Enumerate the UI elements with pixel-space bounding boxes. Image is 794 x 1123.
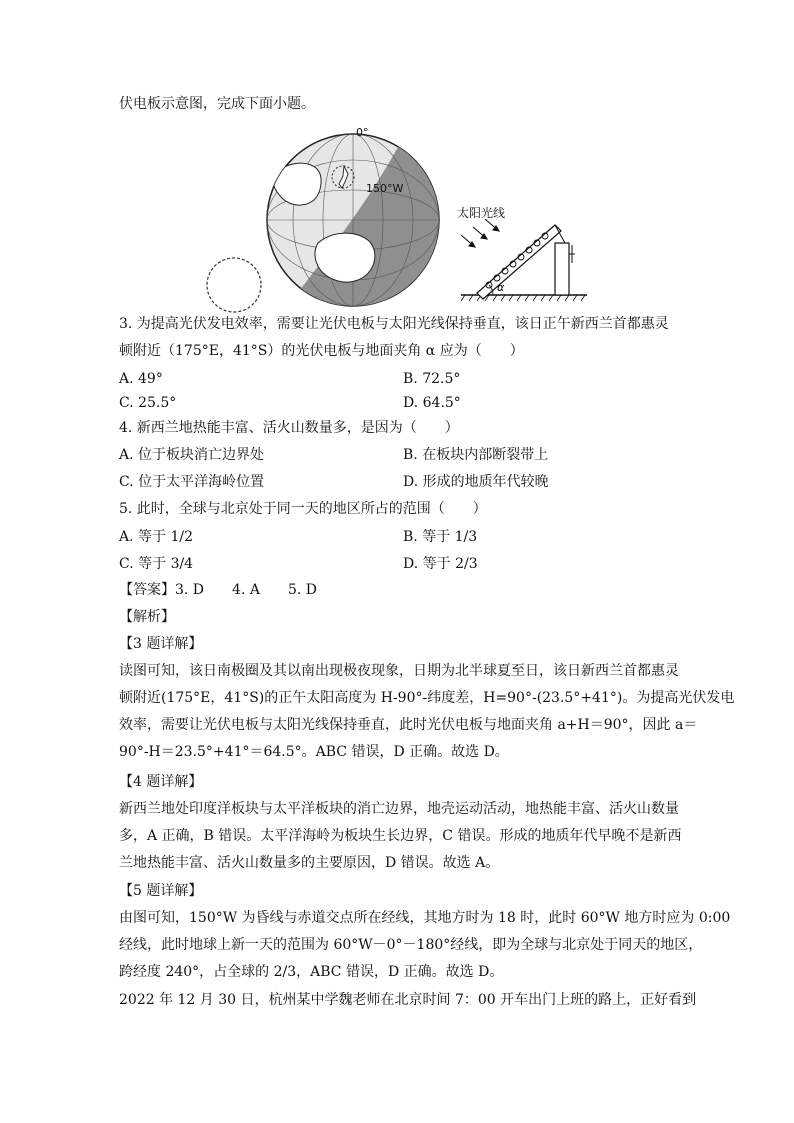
answer-line: 【答案】3. D 4. A 5. D bbox=[119, 582, 317, 598]
detail-3-line2: 顿附近(175°E，41°S)的正午太阳高度为 H-90°-纬度差，H=90°-(23.5°+41°)。为提高光伏发电 bbox=[119, 690, 735, 706]
q4-option-a: A. 位于板块消亡边界处 bbox=[119, 447, 265, 463]
detail-4-line2: 多，A 正确，B 错误。太平洋海岭为板块生长边界，C 错误。形成的地质年代早晚不是新西 bbox=[119, 828, 682, 844]
label-alpha: α bbox=[497, 281, 505, 294]
detail-4-heading: 【4 题详解】 bbox=[119, 774, 203, 790]
label-150w: 150°W bbox=[366, 182, 404, 195]
q4-option-d: D. 形成的地质年代较晚 bbox=[403, 474, 549, 490]
label-0-degree: 0° bbox=[356, 126, 369, 139]
label-sunlight: 太阳光线 bbox=[457, 206, 506, 220]
detail-3-line4: 90°-H＝23.5°+41°＝64.5°。ABC 错误，D 正确。故选 D。 bbox=[119, 744, 509, 760]
intro-text: 伏电板示意图，完成下面小题。 bbox=[119, 96, 315, 112]
q3-option-a: A. 49° bbox=[119, 371, 163, 387]
q3-stem-line2: 顿附近（175°E，41°S）的光伏电板与地面夹角 α 应为（ ） bbox=[119, 343, 524, 359]
detail-4-line3: 兰地热能丰富、活火山数量多的主要原因，D 错误。故选 A。 bbox=[119, 855, 500, 871]
globe-figure bbox=[198, 118, 443, 313]
q5-option-c: C. 等于 3/4 bbox=[119, 556, 194, 572]
next-question-intro: 2022 年 12 月 30 日，杭州某中学魏老师在北京时间 7：00 开车出门上班的路上，正好看到 bbox=[119, 992, 697, 1008]
detail-3-line1: 读图可知，该日南极圈及其以南出现极夜现象，日期为北半球夏至日，该日新西兰首都惠灵 bbox=[119, 663, 679, 679]
detail-5-line1: 由图可知，150°W 为昏线与赤道交点所在经线，其地方时为 18 时，此时 60°W 地方时应为 0:00 bbox=[119, 910, 731, 926]
q3-option-b: B. 72.5° bbox=[403, 371, 461, 387]
q3-stem-line1: 3. 为提高光伏发电效率，需要让光伏电板与太阳光线保持垂直，该日正午新西兰首都惠灵 bbox=[119, 316, 669, 332]
q4-stem: 4. 新西兰地热能丰富、活火山数量多，是因为（ ） bbox=[119, 420, 459, 436]
q5-option-d: D. 等于 2/3 bbox=[403, 556, 478, 572]
detail-5-line2: 经线，此时地球上新一天的范围为 60°W－0°－180°经线，即为全球与北京处于同天的地区， bbox=[119, 937, 703, 953]
dashed-circle-marker bbox=[207, 258, 261, 312]
detail-4-line1: 新西兰地处印度洋板块与太平洋板块的消亡边界，地壳运动活动，地热能丰富、活火山数量 bbox=[119, 801, 679, 817]
analysis-heading: 【解析】 bbox=[119, 609, 175, 625]
q3-option-d: D. 64.5° bbox=[403, 395, 461, 411]
panel-support-post bbox=[555, 243, 569, 295]
q3-option-c: C. 25.5° bbox=[119, 395, 177, 411]
detail-5-line3: 跨经度 240°，占全球的 2/3，ABC 错误，D 正确。故选 D。 bbox=[119, 964, 504, 980]
detail-3-heading: 【3 题详解】 bbox=[119, 636, 203, 652]
solar-panel-figure bbox=[455, 205, 595, 305]
q4-option-c: C. 位于太平洋海岭位置 bbox=[119, 474, 265, 490]
detail-5-heading: 【5 题详解】 bbox=[119, 883, 203, 899]
q5-stem: 5. 此时，全球与北京处于同一天的地区所占的范围（ ） bbox=[119, 501, 487, 517]
detail-3-line3: 效率，需要让光伏电板与太阳光线保持垂直，此时光伏电板与地面夹角 a+H＝90°，因此 a＝ bbox=[119, 717, 698, 733]
q5-option-b: B. 等于 1/3 bbox=[403, 529, 478, 545]
q5-option-a: A. 等于 1/2 bbox=[119, 529, 193, 545]
q4-option-b: B. 在板块内部断裂带上 bbox=[403, 447, 549, 463]
